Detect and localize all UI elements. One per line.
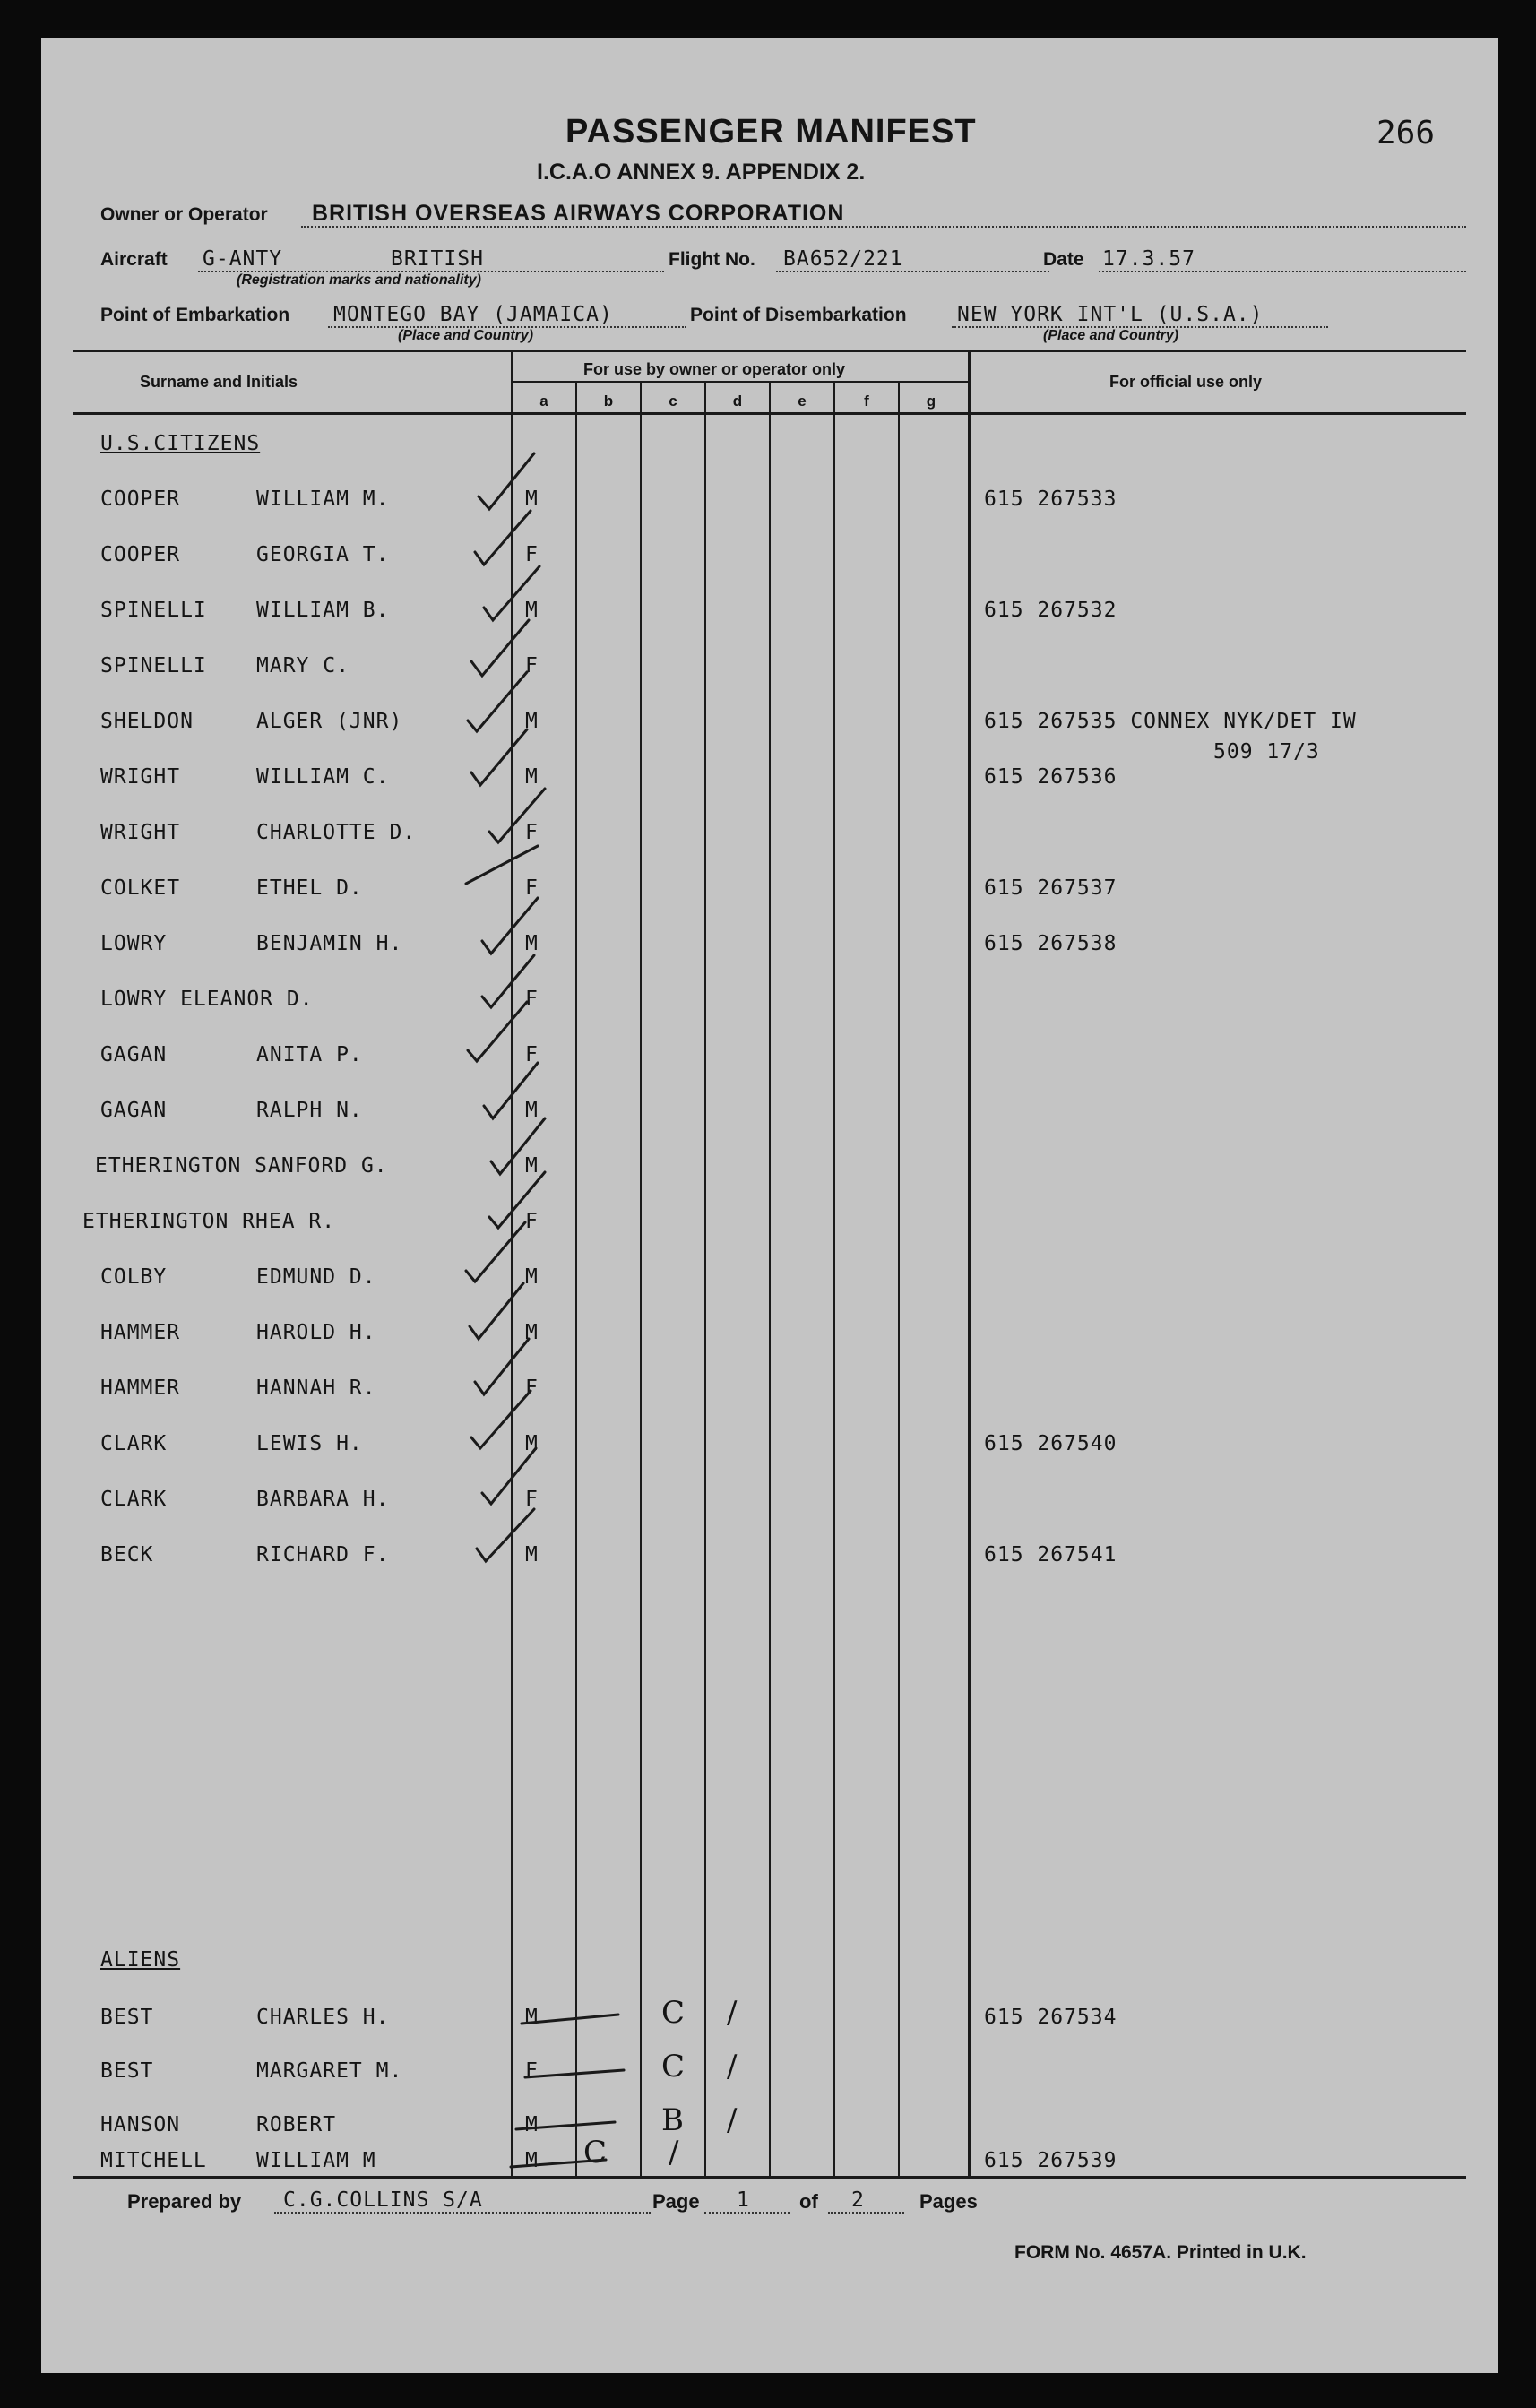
sex: M <box>525 1154 539 1178</box>
sex: M <box>525 710 539 733</box>
col-e-header: e <box>798 393 807 410</box>
sex: F <box>525 654 539 678</box>
col-b-header: b <box>603 393 614 410</box>
owner-label: Owner or Operator <box>100 204 268 225</box>
initials: CHARLES H. <box>256 2006 390 2029</box>
table-row <box>41 599 1498 634</box>
surname: LOWRY ELEANOR D. <box>100 988 314 1011</box>
prepared-by-label: Prepared by <box>127 2190 242 2213</box>
initials: WILLIAM C. <box>256 765 390 789</box>
surname: ETHERINGTON SANFORD G. <box>95 1154 388 1178</box>
manifest-sheet <box>41 38 1498 2373</box>
col-g-header: g <box>926 393 936 410</box>
col-d-mark: / <box>727 2102 738 2138</box>
surname: GAGAN <box>100 1099 168 1122</box>
sex: F <box>525 1377 539 1400</box>
col-f-header: f <box>864 393 869 410</box>
check-marks <box>436 432 561 1615</box>
table-row <box>41 876 1498 912</box>
table-row <box>41 2135 1498 2185</box>
official-ref: 615 267540 <box>984 1432 1117 1455</box>
table-row <box>41 654 1498 690</box>
initials: WILLIAM M. <box>256 488 390 511</box>
official-ref: 615 267536 <box>984 765 1117 789</box>
alien-dash-marks <box>471 1991 633 2171</box>
sex: F <box>525 1210 539 1233</box>
page-title: PASSENGER MANIFEST <box>565 113 977 151</box>
disembarkation-label: Point of Disembarkation <box>690 305 907 325</box>
initials: HANNAH R. <box>256 1377 376 1400</box>
owner-value: BRITISH OVERSEAS AIRWAYS CORPORATION <box>312 201 845 226</box>
surname: BEST <box>100 2006 154 2029</box>
initials: ANITA P. <box>256 1043 363 1066</box>
table-row <box>41 1488 1498 1523</box>
initials: MARY C. <box>256 654 349 678</box>
initials: CHARLOTTE D. <box>256 821 417 844</box>
table-row <box>41 1265 1498 1301</box>
initials: RICHARD F. <box>256 1543 390 1566</box>
prepared-by-value: C.G.COLLINS S/A <box>283 2188 483 2212</box>
surname: CLARK <box>100 1432 168 1455</box>
embarkation-value: MONTEGO BAY (JAMAICA) <box>333 303 613 326</box>
initials: LEWIS H. <box>256 1432 363 1455</box>
surname: HAMMER <box>100 1321 181 1344</box>
sex: M <box>525 488 539 511</box>
disembarkation-note: (Place and Country) <box>1043 328 1179 343</box>
pages-label: Pages <box>919 2190 978 2213</box>
surname: WRIGHT <box>100 821 181 844</box>
table-row <box>41 2049 1498 2095</box>
official-ref: 615 267535 CONNEX NYK/DET IW <box>984 710 1357 733</box>
table-row <box>41 1210 1498 1246</box>
table-row <box>41 1432 1498 1468</box>
sex: M <box>525 1099 539 1122</box>
aircraft-nationality: BRITISH <box>391 247 484 271</box>
sex: F <box>525 821 539 844</box>
of-value: 2 <box>851 2188 865 2212</box>
disembarkation-value: NEW YORK INT'L (U.S.A.) <box>957 303 1264 326</box>
sex: F <box>525 1043 539 1066</box>
embarkation-note: (Place and Country) <box>398 328 534 343</box>
surname: GAGAN <box>100 1043 168 1066</box>
table-row <box>41 1154 1498 1190</box>
surname: COLBY <box>100 1265 168 1289</box>
of-label: of <box>799 2190 818 2213</box>
surname: WRIGHT <box>100 765 181 789</box>
surname: BECK <box>100 1543 154 1566</box>
aircraft-note: (Registration marks and nationality) <box>237 272 481 288</box>
initials: ETHEL D. <box>256 876 363 900</box>
aircraft-registration: G-ANTY <box>203 247 283 271</box>
table-row <box>41 1995 1498 2041</box>
col-c-mark: B <box>661 2102 685 2138</box>
initials: ROBERT <box>256 2113 337 2136</box>
flight-value: BA652/221 <box>783 247 903 271</box>
col-a-header: a <box>539 393 548 410</box>
surname: LOWRY <box>100 932 168 955</box>
table-row <box>41 2102 1498 2149</box>
sex: M <box>525 1543 539 1566</box>
initials: WILLIAM B. <box>256 599 390 622</box>
initials: MARGARET M. <box>256 2059 403 2083</box>
surname: COLKET <box>100 876 181 900</box>
initials: BENJAMIN H. <box>256 932 403 955</box>
surname: SPINELLI <box>100 654 207 678</box>
surname: BEST <box>100 2059 154 2083</box>
surname: HANSON <box>100 2113 181 2136</box>
table-row <box>41 821 1498 857</box>
owner-use-header: For use by owner or operator only <box>583 360 846 378</box>
official-ref: 615 267533 <box>984 488 1117 511</box>
sex: F <box>525 2059 539 2083</box>
table-row <box>41 1043 1498 1079</box>
date-value: 17.3.57 <box>1102 247 1195 271</box>
official-ref: 615 267537 <box>984 876 1117 900</box>
col-d-mark: / <box>669 2135 680 2171</box>
surname: MITCHELL <box>100 2149 207 2172</box>
page-label: Page <box>652 2190 700 2213</box>
official-ref: 615 267538 <box>984 932 1117 955</box>
surname: COOPER <box>100 543 181 566</box>
sex: F <box>525 988 539 1011</box>
col-c-header: c <box>669 393 677 410</box>
sex: F <box>525 876 539 900</box>
table-row <box>41 765 1498 801</box>
col-d-header: d <box>732 393 743 410</box>
sex: M <box>525 599 539 622</box>
official-ref: 615 267532 <box>984 599 1117 622</box>
col-c-mark: C <box>661 2049 686 2084</box>
initials: BARBARA H. <box>256 1488 390 1511</box>
official-ref: 615 267534 <box>984 2006 1117 2029</box>
table-row <box>41 1377 1498 1412</box>
table-row <box>41 1321 1498 1357</box>
section-us-citizens: U.S.CITIZENS <box>100 432 261 455</box>
col-c-mark: C <box>583 2135 608 2171</box>
sex: F <box>525 1488 539 1511</box>
embarkation-label: Point of Embarkation <box>100 305 290 325</box>
col-d-mark: / <box>727 2049 738 2084</box>
sex: M <box>525 2006 539 2029</box>
sex: M <box>525 1321 539 1344</box>
page-subtitle: I.C.A.O ANNEX 9. APPENDIX 2. <box>537 160 866 185</box>
surname: SHELDON <box>100 710 194 733</box>
surname: ETHERINGTON RHEA R. <box>82 1210 336 1233</box>
date-label: Date <box>1043 249 1084 270</box>
initials: ALGER (JNR) <box>256 710 403 733</box>
col-d-mark: / <box>727 1995 738 2031</box>
surname: CLARK <box>100 1488 168 1511</box>
surname: COOPER <box>100 488 181 511</box>
initials: HAROLD H. <box>256 1321 376 1344</box>
sex: M <box>525 765 539 789</box>
official-ref: 615 267539 <box>984 2149 1117 2172</box>
table-row <box>41 488 1498 523</box>
table-row <box>41 988 1498 1023</box>
initials: WILLIAM M <box>256 2149 376 2172</box>
sex: M <box>525 1265 539 1289</box>
official-extra-note: 509 17/3 <box>1213 740 1320 764</box>
initials: EDMUND D. <box>256 1265 376 1289</box>
page-number: 266 <box>1376 115 1436 151</box>
sex: F <box>525 543 539 566</box>
form-number: FORM No. 4657A. Printed in U.K. <box>1014 2242 1307 2263</box>
page-value: 1 <box>737 2188 750 2212</box>
table-row <box>41 1543 1498 1579</box>
table-row <box>41 543 1498 579</box>
initials: RALPH N. <box>256 1099 363 1122</box>
surname: HAMMER <box>100 1377 181 1400</box>
surname: SPINELLI <box>100 599 207 622</box>
section-aliens: ALIENS <box>100 1948 181 1972</box>
table-row <box>41 1099 1498 1135</box>
sex: M <box>525 2113 539 2136</box>
sex: M <box>525 1432 539 1455</box>
col-c-mark: C <box>661 1995 686 2031</box>
aircraft-label: Aircraft <box>100 249 168 270</box>
official-ref: 615 267541 <box>984 1543 1117 1566</box>
table-row <box>41 932 1498 968</box>
sex: M <box>525 932 539 955</box>
official-header: For official use only <box>1109 373 1263 391</box>
initials: GEORGIA T. <box>256 543 390 566</box>
sex: M <box>525 2149 539 2172</box>
flight-label: Flight No. <box>669 249 755 270</box>
surname-header: Surname and Initials <box>140 373 298 391</box>
